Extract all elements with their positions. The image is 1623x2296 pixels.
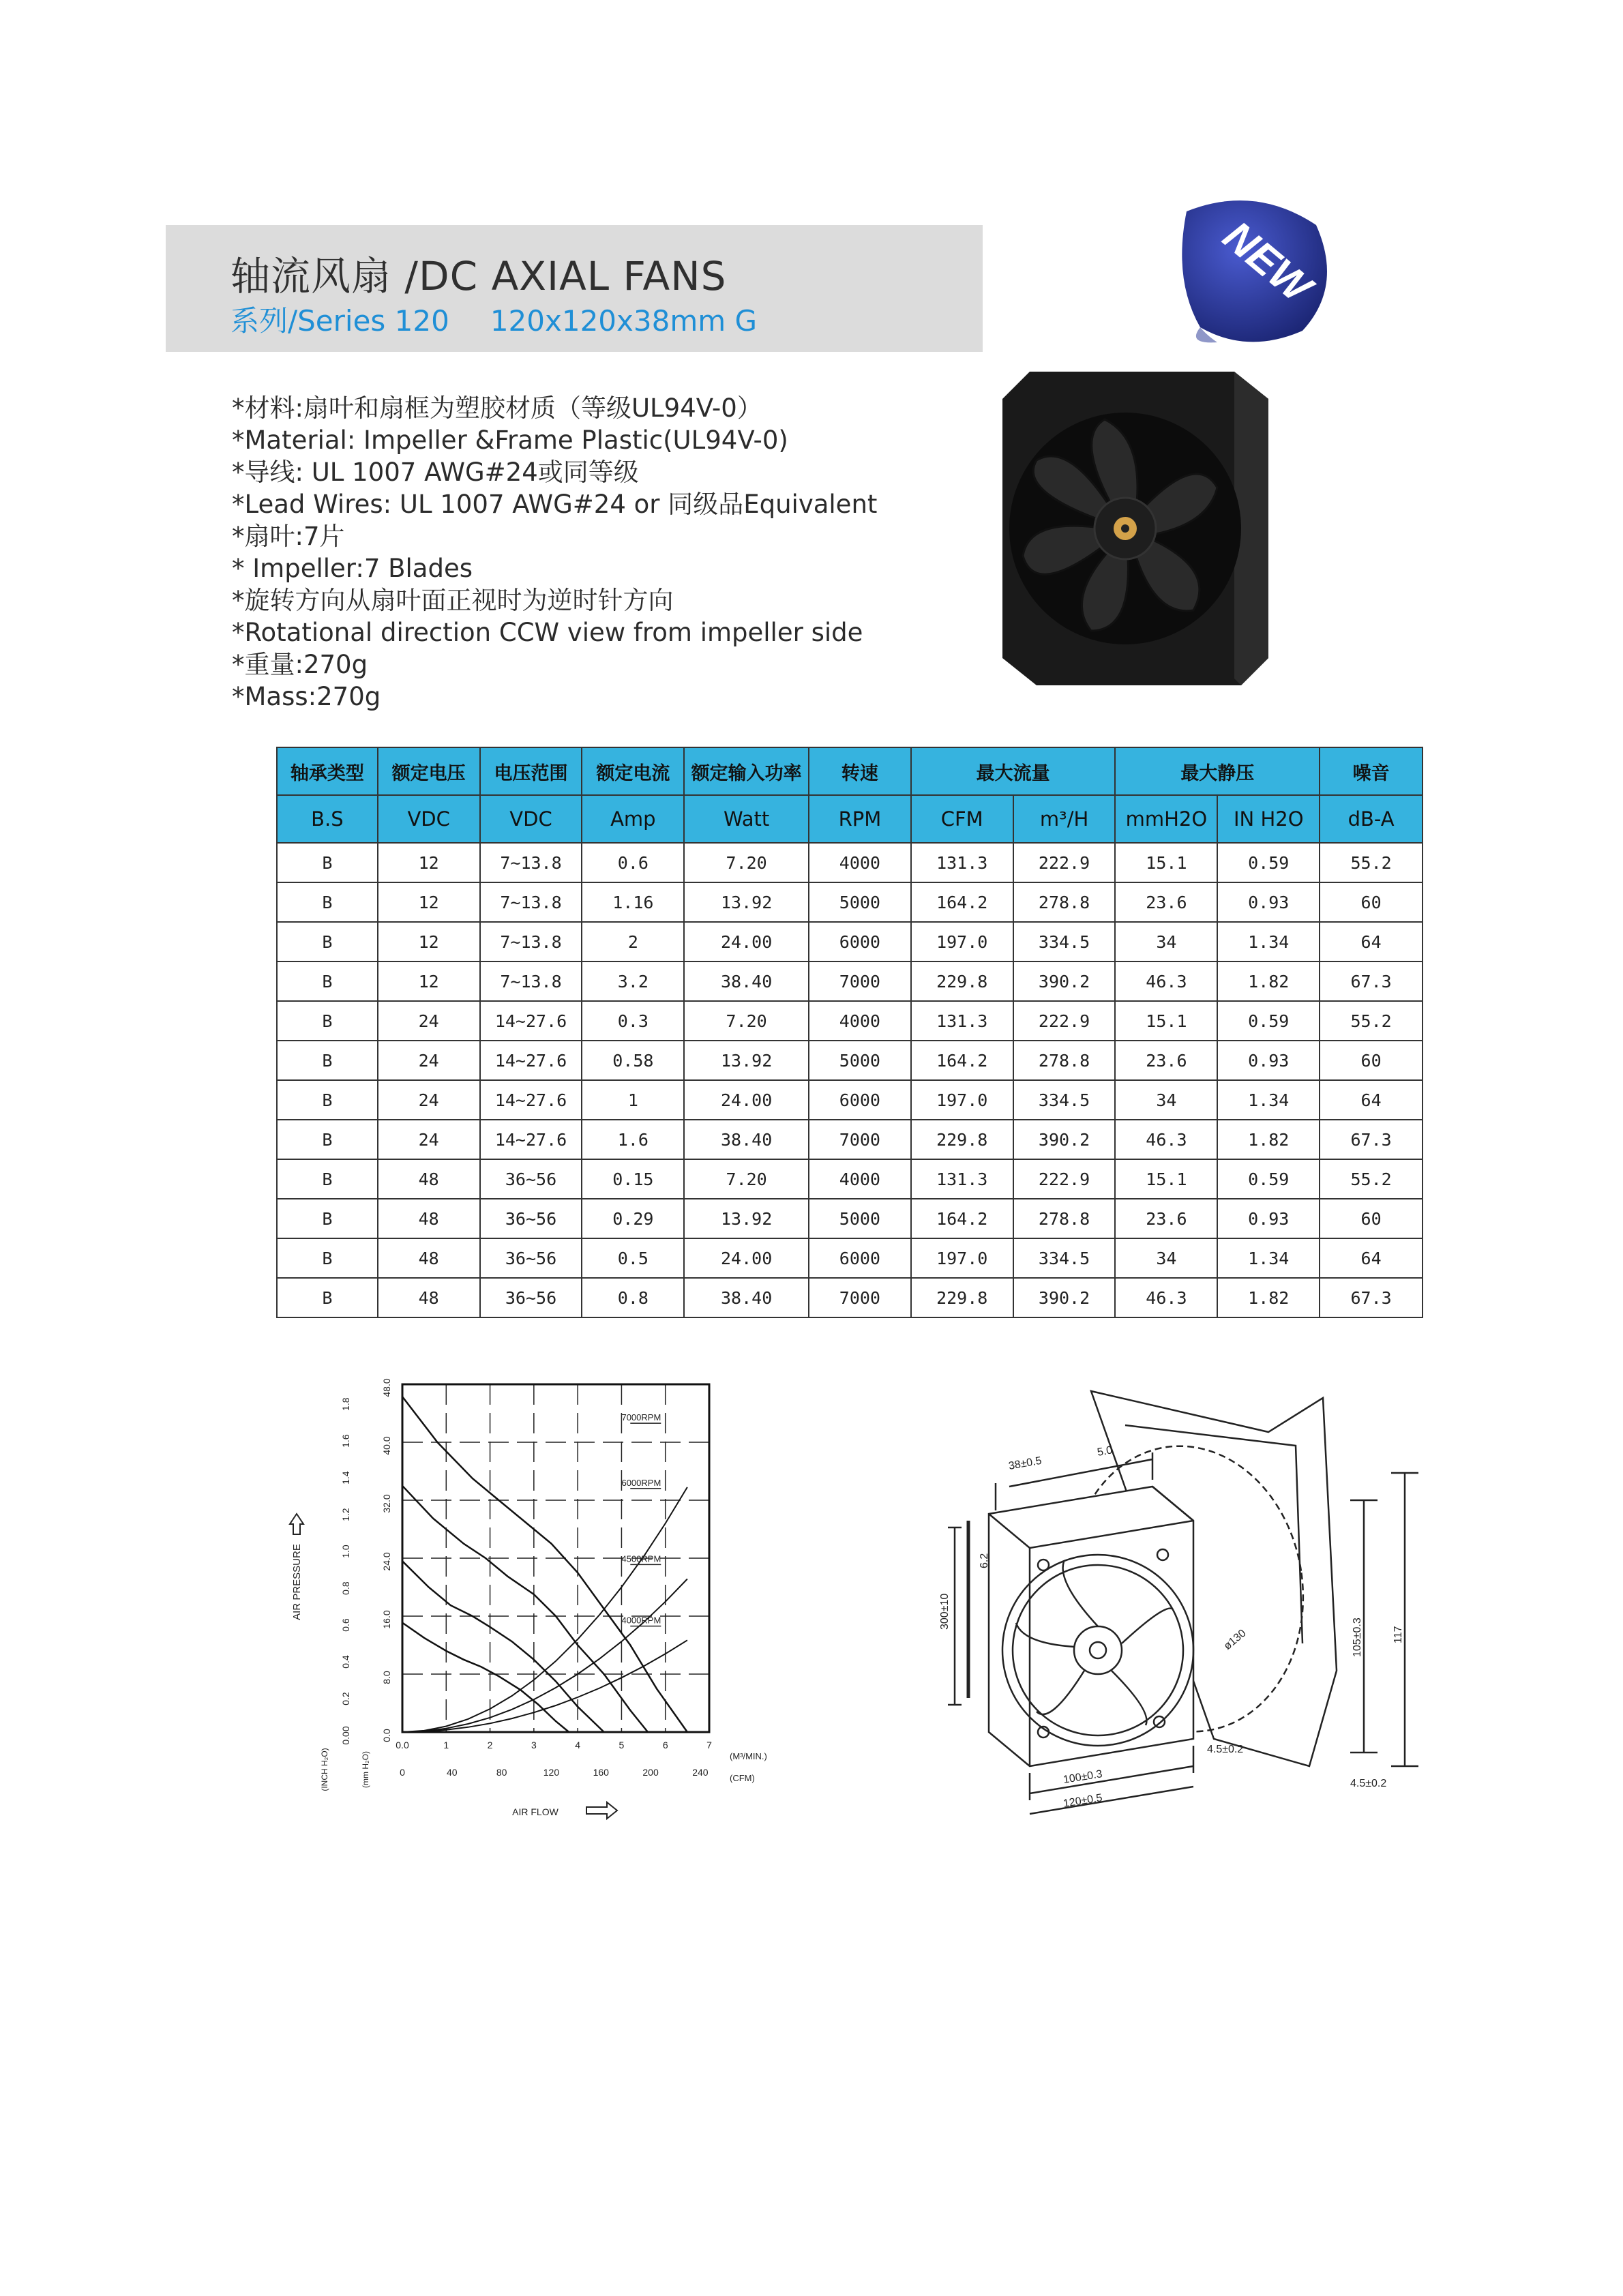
table-cell: 5000 [809,1199,911,1238]
table-cell: 38.40 [684,1278,809,1317]
table-cell: 0.6 [582,843,684,882]
y-tick-label: 1.8 [340,1397,351,1411]
table-cell: 60 [1320,1041,1423,1080]
x-tick-label: 200 [642,1767,659,1778]
spec-line: *扇叶:7片 [232,522,345,551]
table-cell: 34 [1115,922,1217,961]
table-cell: 6000 [809,1080,911,1120]
curve-label: 4000RPM [621,1615,661,1626]
table-cell: 131.3 [911,1159,1013,1199]
spec-line: *Material: Impeller &Frame Plastic(UL94V-0) [232,426,788,455]
table-cell: 1.34 [1217,1080,1320,1120]
dim-label: 117 [1393,1626,1404,1643]
table-cell: 55.2 [1320,843,1423,882]
table-cell: B [277,922,378,961]
table-cell: 12 [378,882,480,922]
dim-label: 4.5±0.2 [1207,1744,1244,1755]
table-cell: 390.2 [1013,961,1116,1001]
fan-outline [989,1487,1193,1766]
y-tick-label: 1.4 [340,1471,351,1485]
col-group-header: 额定输入功率 [684,747,809,795]
col-group-header: 最大静压 [1115,747,1320,795]
spec-line: *导线: UL 1007 AWG#24或同等级 [232,458,639,487]
table-cell: 7.20 [684,1001,809,1041]
col-unit-header: mmH2O [1115,795,1217,843]
table-cell: 0.93 [1217,1041,1320,1080]
curve-label: 4500RPM [621,1553,661,1564]
table-cell: 15.1 [1115,1159,1217,1199]
x-unit-label: (CFM) [730,1773,755,1783]
table-cell: 6000 [809,922,911,961]
y-tick-label: 0.0 [381,1729,392,1742]
up-arrow-icon [290,1514,303,1534]
table-cell: 7~13.8 [480,922,582,961]
table-cell: 24 [378,1041,480,1080]
table-row [277,1238,1423,1278]
y-tick-label: 24.0 [381,1552,392,1571]
table-cell: 0.5 [582,1238,684,1278]
spec-line: *材料:扇叶和扇框为塑胶材质（等级UL94V-0） [232,393,762,423]
dim-label: 120±0.5 [1062,1792,1103,1810]
table-cell: 3.2 [582,961,684,1001]
table-cell: 5000 [809,882,911,922]
table-cell: 197.0 [911,1238,1013,1278]
table-cell: 131.3 [911,1001,1013,1041]
table-cell: 12 [378,922,480,961]
fan-photo [989,358,1289,699]
new-badge [1159,184,1350,355]
table-cell: 38.40 [684,961,809,1001]
table-cell: 34 [1115,1080,1217,1120]
table-row [277,843,1423,882]
table-cell: 222.9 [1013,1001,1116,1041]
dim-label: 4.5±0.2 [1350,1778,1387,1789]
table-cell: 46.3 [1115,961,1217,1001]
table-cell: 0.3 [582,1001,684,1041]
x-unit-label: (M³/MIN.) [730,1751,767,1761]
table-row [277,882,1423,922]
table-cell: B [277,1080,378,1120]
chart-labels [621,1412,661,1626]
x-tick-label: 2 [487,1740,493,1750]
table-cell: 390.2 [1013,1278,1116,1317]
col-group-header: 转速 [809,747,911,795]
table-cell: 164.2 [911,1041,1013,1080]
x-tick-label: 0 [400,1767,405,1778]
table-cell: 334.5 [1013,1080,1116,1120]
table-cell: 36~56 [480,1159,582,1199]
x-tick-label: 40 [447,1767,458,1778]
table-cell: 15.1 [1115,1001,1217,1041]
y-tick-label: 0.2 [340,1692,351,1705]
table-cell: 24 [378,1120,480,1159]
y-tick-label: 16.0 [381,1610,392,1629]
table-cell: 164.2 [911,1199,1013,1238]
spec-line: *Lead Wires: UL 1007 AWG#24 or 同级品Equivalent [232,490,878,519]
table-cell: 0.59 [1217,1159,1320,1199]
col-group-header: 额定电压 [378,747,480,795]
table-cell: 24.00 [684,1238,809,1278]
table-row [277,961,1423,1001]
y-tick-label: 32.0 [381,1494,392,1513]
table-row [277,1159,1423,1199]
page-title: 轴流风扇 /DC AXIAL FANS [230,253,727,299]
table-cell: 4000 [809,843,911,882]
table-cell: 229.8 [911,1278,1013,1317]
col-group-header: 最大流量 [911,747,1116,795]
table-cell: 36~56 [480,1238,582,1278]
table-cell: 14~27.6 [480,1080,582,1120]
col-unit-header: VDC [480,795,582,843]
table-cell: 67.3 [1320,961,1423,1001]
table-row [277,1120,1423,1159]
chart-grid [402,1384,709,1732]
x-tick-label: 80 [496,1767,507,1778]
table-cell: 6000 [809,1238,911,1278]
spec-line: *旋转方向从扇叶面正视时为逆时针方向 [232,586,674,615]
y-tick-label: 40.0 [381,1436,392,1455]
y-tick-label: 1.6 [340,1434,351,1448]
y-tick-label: 0.8 [340,1581,351,1595]
table-cell: 7.20 [684,1159,809,1199]
dim-label: 38±0.5 [1007,1455,1043,1472]
table-cell: 1.82 [1217,961,1320,1001]
spec-line: *重量:270g [232,650,368,679]
table-cell: 334.5 [1013,1238,1116,1278]
table-cell: 60 [1320,1199,1423,1238]
col-group-header: 额定电流 [582,747,684,795]
x-axis-title: AIR FLOW [512,1806,559,1817]
table-cell: 1.6 [582,1120,684,1159]
table-cell: 55.2 [1320,1159,1423,1199]
chart-axes [290,1378,767,1819]
table-cell: B [277,843,378,882]
table-cell: 278.8 [1013,882,1116,922]
x-tick-label: 120 [543,1767,560,1778]
y-tick-label: 8.0 [381,1671,392,1684]
curve-label: 6000RPM [621,1477,661,1488]
table-cell: B [277,1278,378,1317]
table-cell: 60 [1320,882,1423,922]
table-cell: 67.3 [1320,1278,1423,1317]
table-cell: 5000 [809,1041,911,1080]
curve-4500rpm [402,1561,604,1732]
table-cell: 164.2 [911,882,1013,922]
table-cell: 4000 [809,1001,911,1041]
col-group-header: 轴承类型 [277,747,378,795]
table-cell: 7.20 [684,843,809,882]
x-tick-label: 7 [706,1740,712,1750]
col-unit-header: RPM [809,795,911,843]
spec-line: *Rotational direction CCW view from impeller side [232,618,863,647]
y-unit-label: (INCH H₂O) [320,1748,329,1791]
table-cell: 38.40 [684,1120,809,1159]
spec-line: * Impeller:7 Blades [232,554,473,583]
col-group-header: 噪音 [1320,747,1423,795]
table-cell: 0.8 [582,1278,684,1317]
table-cell: 278.8 [1013,1041,1116,1080]
col-unit-header: Amp [582,795,684,843]
y-tick-label: 1.0 [340,1545,351,1558]
x-tick-label: 5 [619,1740,625,1750]
table-cell: 334.5 [1013,922,1116,961]
x-tick-label: 160 [593,1767,609,1778]
table-cell: 64 [1320,1238,1423,1278]
right-arrow-icon [586,1802,617,1819]
pq-chart [291,1357,777,1834]
table-cell: 14~27.6 [480,1001,582,1041]
table-cell: 7~13.8 [480,843,582,882]
impedance-curve [402,1640,687,1732]
table-cell: 55.2 [1320,1001,1423,1041]
y-axis-title: AIR PRESSURE [291,1544,303,1620]
table-cell: 1.82 [1217,1120,1320,1159]
y-tick-label: 0.00 [340,1726,351,1745]
table-cell: 0.29 [582,1199,684,1238]
table-cell: 0.93 [1217,1199,1320,1238]
table-cell: 46.3 [1115,1120,1217,1159]
curve-4000rpm [402,1623,569,1732]
table-cell: 48 [378,1159,480,1199]
series-label: 系列/Series 120 [230,304,449,338]
table-cell: 24.00 [684,922,809,961]
table-cell: 197.0 [911,922,1013,961]
table-cell: 4000 [809,1159,911,1199]
table-cell: 36~56 [480,1199,582,1238]
table-cell: B [277,1238,378,1278]
table-row [277,1041,1423,1080]
table-cell: 12 [378,961,480,1001]
table-cell: B [277,1041,378,1080]
col-unit-header: Watt [684,795,809,843]
table-cell: 64 [1320,922,1423,961]
table-cell: 131.3 [911,843,1013,882]
col-unit-header: m³/H [1013,795,1116,843]
col-unit-header: dB-A [1320,795,1423,843]
table-cell: 1.34 [1217,922,1320,961]
table-cell: 48 [378,1238,480,1278]
y-tick-label: 0.4 [340,1655,351,1669]
performance-table [276,747,1423,1318]
table-cell: 1.16 [582,882,684,922]
table-cell: 222.9 [1013,1159,1116,1199]
table-cell: 64 [1320,1080,1423,1120]
table-cell: 229.8 [911,1120,1013,1159]
table-cell: 13.92 [684,882,809,922]
table-cell: 24 [378,1001,480,1041]
table-cell: 7000 [809,961,911,1001]
dim-label: 5.0 [1096,1444,1114,1459]
dim-label: 105±0.3 [1352,1617,1363,1657]
table-row [277,1199,1423,1238]
curve-label: 7000RPM [621,1412,661,1423]
dim-label: 300±10 [939,1593,951,1630]
table-cell: 36~56 [480,1278,582,1317]
table-cell: 46.3 [1115,1278,1217,1317]
table-cell: 1.82 [1217,1278,1320,1317]
badge-text: NEW [1214,212,1320,312]
table-cell: 15.1 [1115,843,1217,882]
impedance-curve [402,1487,687,1732]
table-unit-header-row [277,795,1423,843]
table-cell: 14~27.6 [480,1041,582,1080]
table-cell: B [277,1159,378,1199]
table-cell: 13.92 [684,1199,809,1238]
table-cell: 0.15 [582,1159,684,1199]
table-group-header-row [277,747,1423,795]
table-cell: 0.58 [582,1041,684,1080]
x-tick-label: 0.0 [396,1740,409,1750]
table-cell: 24.00 [684,1080,809,1120]
table-cell: 13.92 [684,1041,809,1080]
x-tick-label: 3 [531,1740,537,1750]
y-tick-label: 48.0 [381,1378,392,1397]
table-cell: 1 [582,1080,684,1120]
table-cell: B [277,1199,378,1238]
col-unit-header: CFM [911,795,1013,843]
dim-label: ø130 [1221,1627,1249,1653]
col-group-header: 电压范围 [480,747,582,795]
x-tick-label: 6 [662,1740,668,1750]
table-cell: 7~13.8 [480,961,582,1001]
table-cell: 229.8 [911,961,1013,1001]
y-unit-label: (mm H₂O) [361,1751,370,1788]
col-unit-header: IN H2O [1217,795,1320,843]
x-tick-label: 4 [575,1740,581,1750]
table-row [277,1080,1423,1120]
dimension-drawing [927,1384,1473,1821]
table-cell: B [277,1120,378,1159]
dimension-label: 120x120x38mm G [490,304,758,338]
table-cell: 0.59 [1217,843,1320,882]
table-cell: B [277,1001,378,1041]
table-cell: 67.3 [1320,1120,1423,1159]
table-row [277,1278,1423,1317]
y-tick-label: 1.2 [340,1508,351,1521]
table-cell: 1.34 [1217,1238,1320,1278]
table-cell: 48 [378,1199,480,1238]
table-body [277,843,1423,1317]
table-cell: 23.6 [1115,882,1217,922]
spec-list [232,392,877,713]
table-cell: 0.59 [1217,1001,1320,1041]
table-cell: 390.2 [1013,1120,1116,1159]
header-band [166,225,983,352]
table-cell: 222.9 [1013,843,1116,882]
table-cell: 7000 [809,1120,911,1159]
table-cell: 2 [582,922,684,961]
table-row [277,922,1423,961]
table-cell: 197.0 [911,1080,1013,1120]
col-unit-header: VDC [378,795,480,843]
spec-line: *Mass:270g [232,682,381,711]
table-cell: B [277,961,378,1001]
table-cell: 7000 [809,1278,911,1317]
table-cell: 23.6 [1115,1199,1217,1238]
table-cell: 7~13.8 [480,882,582,922]
series-subtitle [230,299,757,340]
table-cell: 0.93 [1217,882,1320,922]
table-cell: 14~27.6 [480,1120,582,1159]
dim-label: 100±0.3 [1062,1768,1103,1786]
col-unit-header: B.S [277,795,378,843]
table-cell: 34 [1115,1238,1217,1278]
table-cell: 23.6 [1115,1041,1217,1080]
table-row [277,1001,1423,1041]
y-tick-label: 0.6 [340,1618,351,1632]
x-tick-label: 1 [443,1740,449,1750]
x-tick-label: 240 [692,1767,709,1778]
table-cell: 278.8 [1013,1199,1116,1238]
table-cell: 24 [378,1080,480,1120]
table-cell: 48 [378,1278,480,1317]
dim-label: 6.2 [979,1553,990,1568]
table-cell: 12 [378,843,480,882]
table-cell: B [277,882,378,922]
